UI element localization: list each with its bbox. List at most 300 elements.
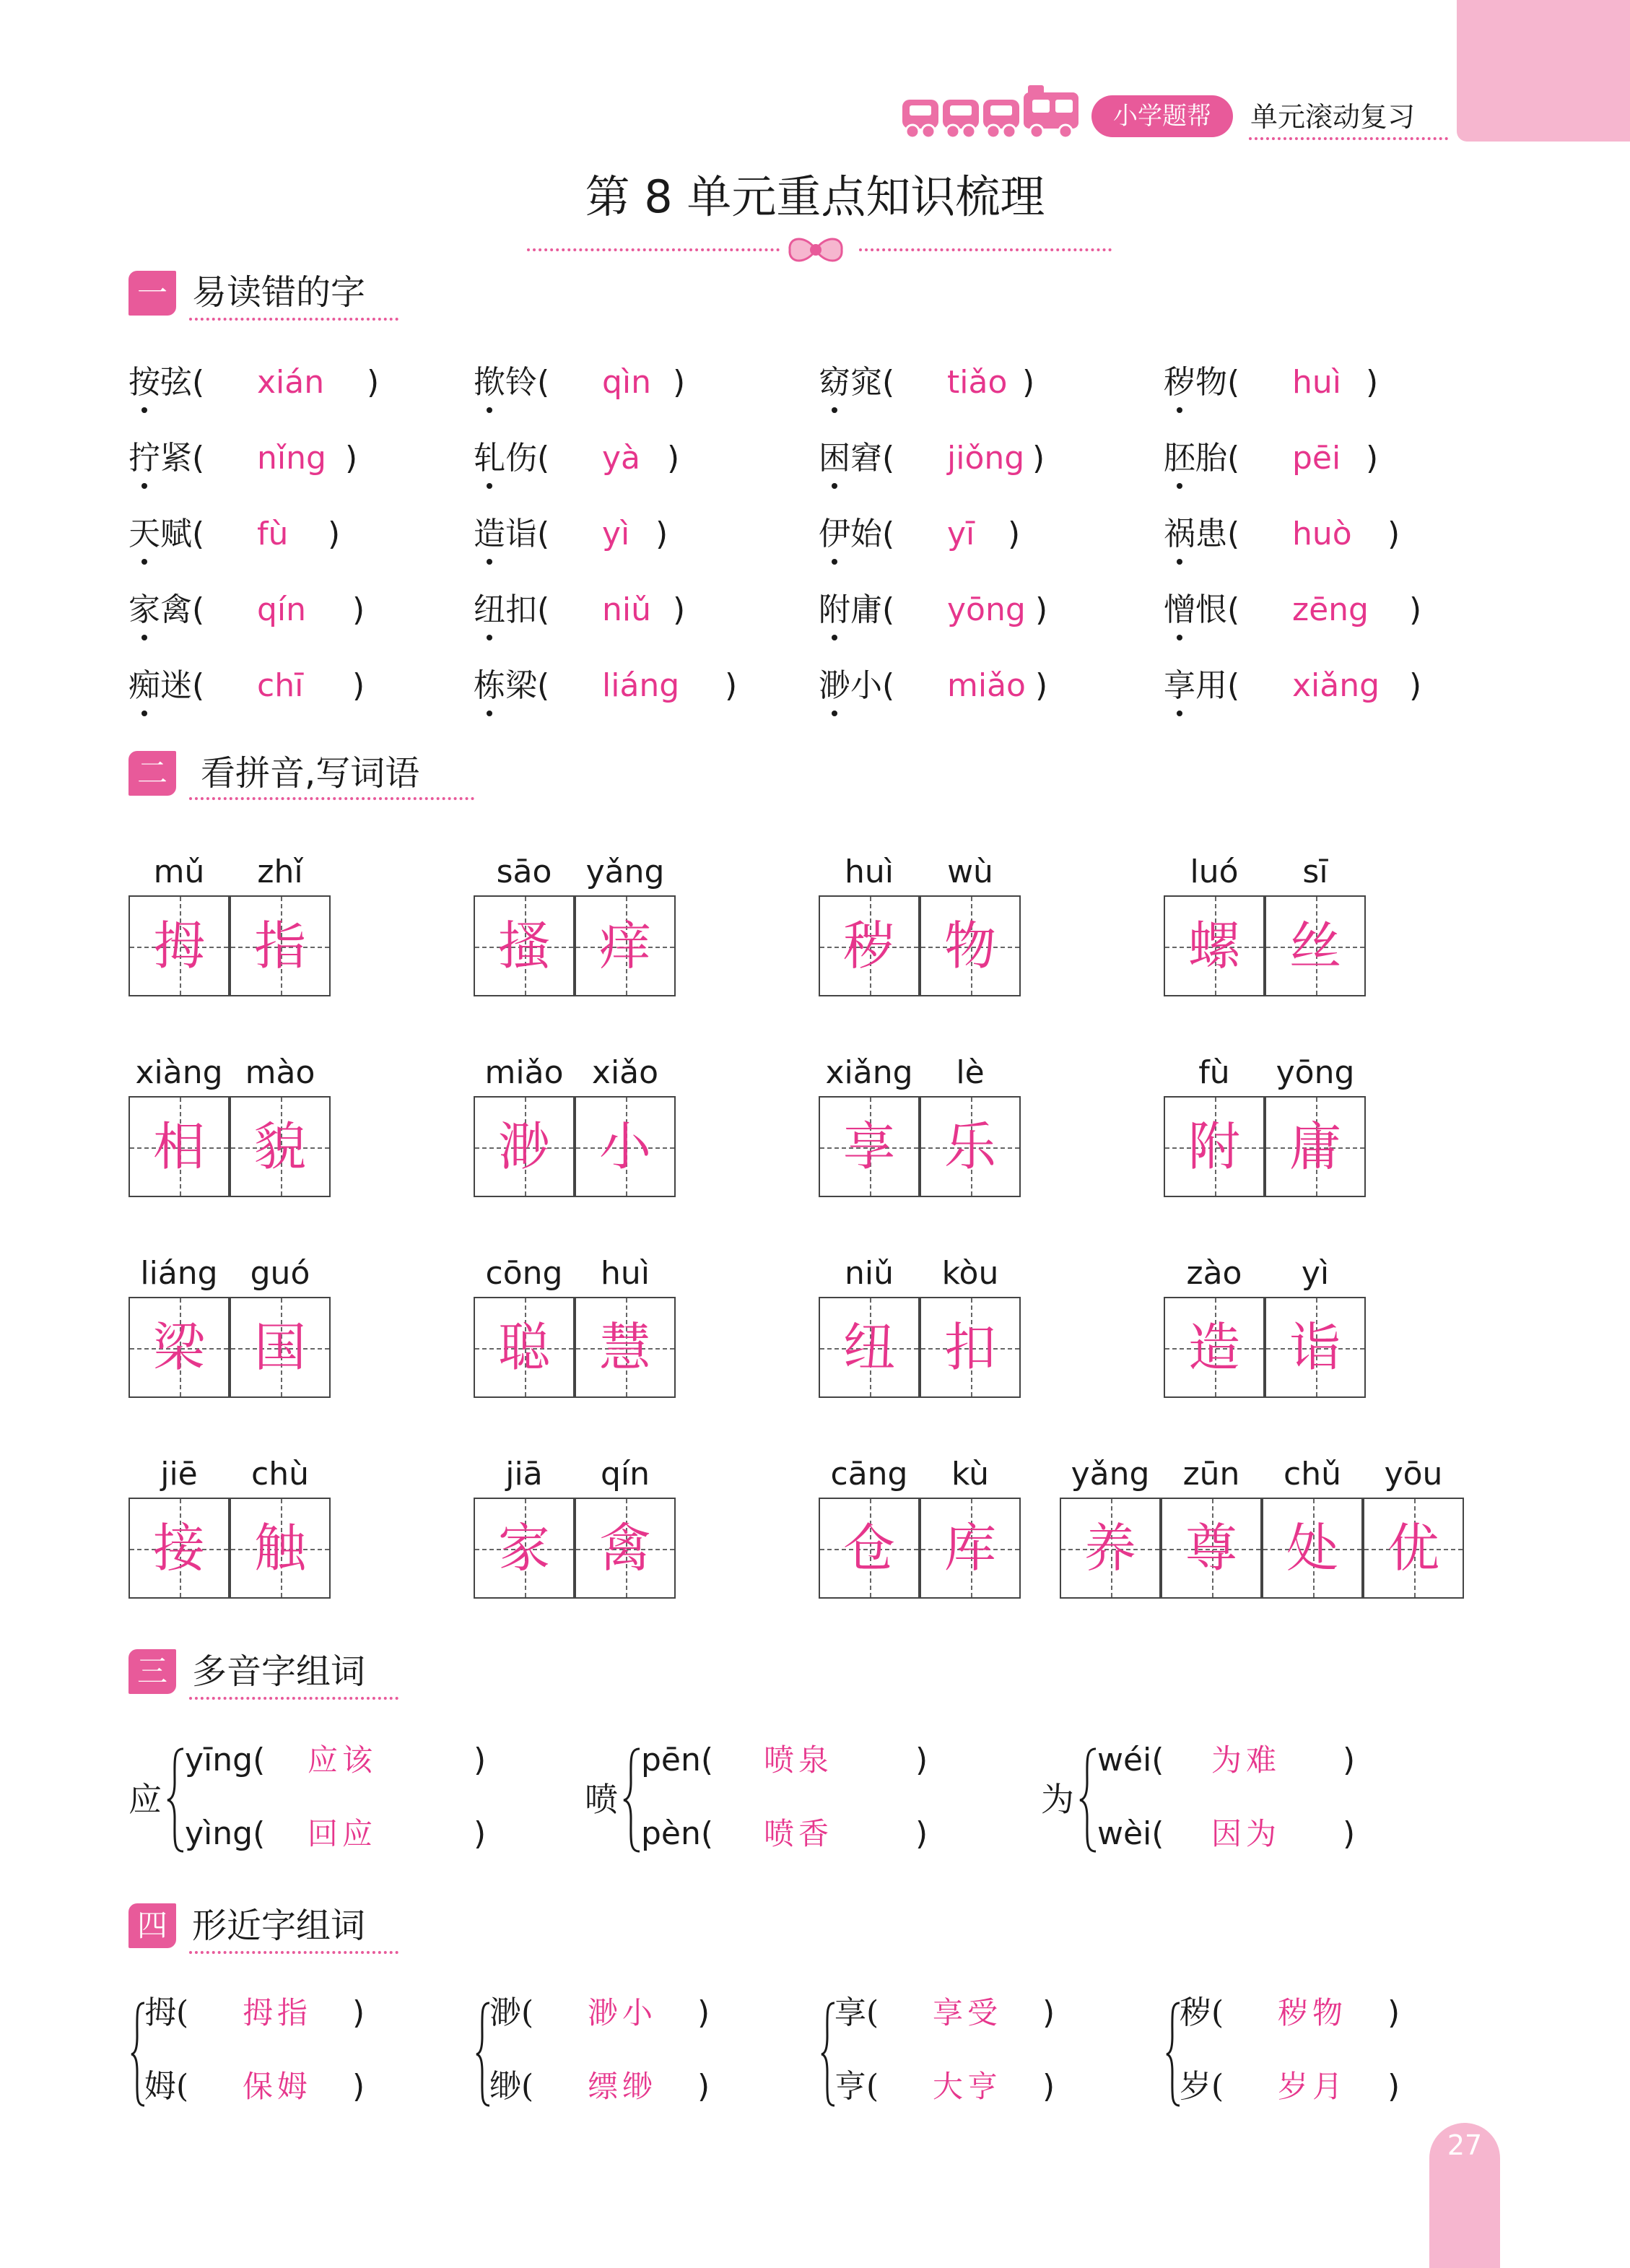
section-4-badge: 四 [128,1903,176,1948]
pinyin-label: xiǎo [591,1054,659,1091]
open-paren: ( [192,516,205,552]
polyphone-pinyin: wèi( [1097,1815,1164,1852]
emphasis-dot [487,711,492,716]
writing-cell[interactable] [474,1498,575,1599]
misread-word-text: 困窘 [819,440,882,477]
misread-word-text: 窈窕 [819,364,882,401]
writing-cell[interactable] [920,1096,1021,1197]
written-character: 丝 [1289,916,1341,976]
writing-cell[interactable] [230,1096,331,1197]
writing-cell[interactable] [1265,1297,1366,1398]
close-paren: ) [1035,667,1048,704]
written-character: 附 [1187,1116,1240,1177]
misread-word [1164,437,1239,480]
writing-cell[interactable] [1265,895,1366,996]
close-paren: ) [352,591,365,628]
misread-word-text: 渺小 [819,667,882,704]
misread-word-text: 伊始 [819,516,882,552]
writing-cell[interactable] [575,1297,676,1398]
close-paren: ) [697,1994,710,2031]
open-paren: ( [537,364,550,401]
pinyin-label: fù [1198,1054,1230,1091]
misread-item [819,664,1136,708]
open-paren: ( [882,591,895,628]
emphasis-dot [832,635,837,640]
brace-icon [1077,1746,1099,1857]
section-3-badge: 三 [128,1649,176,1694]
emphasis-dot [487,483,492,489]
writing-cell[interactable] [1164,895,1265,996]
pinyin-label: niǔ [845,1255,894,1292]
written-character: 禽 [598,1518,651,1578]
pinyin-label: xiàng [135,1054,223,1091]
pinyin-answer: chī [257,667,304,704]
misread-word [128,664,204,708]
open-paren: ( [192,364,205,401]
close-paren: ) [1409,667,1422,704]
writing-cell[interactable] [575,1096,676,1197]
close-paren: ) [1366,364,1379,401]
open-paren: ( [192,667,205,704]
writing-cell[interactable] [1164,1297,1265,1398]
pinyin-label: chù [251,1456,309,1493]
pinyin-answer: huì [1292,364,1341,401]
pinyin-answer: yī [947,516,975,552]
pinyin-label: guó [250,1255,310,1292]
close-paren: ) [1387,2068,1400,2105]
emphasis-dot [1177,559,1182,565]
writing-cell[interactable] [474,895,575,996]
similar-char-answer: 秽物 [1278,1995,1348,2030]
pinyin-label: cōng [485,1255,563,1292]
written-character: 聪 [497,1317,550,1378]
misread-word-text: 痴迷 [128,667,192,704]
emphasis-dot [141,559,147,565]
misread-word [474,361,549,404]
open-paren: ( [192,440,205,477]
misread-word-text: 秽物 [1164,364,1227,401]
misread-word-text: 憎恨 [1164,591,1227,628]
similar-char: 秽( [1180,1994,1224,2031]
writing-cell[interactable] [819,1297,920,1398]
misread-item [474,588,791,632]
misread-word-text: 按弦 [128,364,192,401]
pinyin-answer: liáng [602,667,680,704]
pinyin-label: sī [1302,853,1328,890]
misread-word-text: 享用 [1164,667,1227,704]
similar-char-row [489,1991,778,2035]
written-character: 诣 [1289,1317,1341,1378]
emphasis-dot [832,483,837,489]
polyphone-row [641,1739,959,1782]
writing-cell[interactable] [1161,1498,1262,1599]
writing-cell[interactable] [1060,1498,1161,1599]
close-paren: ) [328,516,341,552]
emphasis-dot [1177,407,1182,413]
close-paren: ) [352,2068,365,2105]
written-character: 渺 [497,1116,550,1177]
misread-word-text: 祸患 [1164,516,1227,552]
emphasis-dot [832,407,837,413]
polyphone-char: 喷 [585,1780,618,1819]
open-paren: ( [882,667,895,704]
pinyin-label: kòu [941,1255,999,1292]
misread-item [474,664,791,708]
pinyin-label: xiǎng [825,1054,913,1091]
writing-cell[interactable] [230,1297,331,1398]
pinyin-answer: nǐng [257,440,326,477]
close-paren: ) [367,364,380,401]
written-character: 小 [598,1116,651,1177]
close-paren: ) [1008,516,1021,552]
open-paren: ( [537,591,550,628]
writing-cell[interactable] [230,895,331,996]
close-paren: ) [1035,591,1048,628]
writing-cell[interactable] [1164,1096,1265,1197]
written-character: 处 [1286,1518,1338,1578]
written-character: 指 [253,916,306,976]
pinyin-answer: huò [1292,516,1352,552]
page-title: 第 8 单元重点知识梳理 [585,170,1045,223]
misread-item [128,513,446,556]
open-paren: ( [882,516,895,552]
misread-item [128,437,446,480]
misread-word-text: 造诣 [474,516,537,552]
brace-icon [165,1746,186,1857]
written-character: 秽 [842,916,895,976]
pinyin-label: luó [1190,853,1239,890]
close-paren: ) [915,1742,928,1778]
pinyin-label: chǔ [1283,1456,1341,1493]
close-paren: ) [673,591,686,628]
pinyin-label: huì [601,1255,650,1292]
pinyin-answer: pēi [1292,440,1341,477]
similar-char-answer: 大亨 [933,2069,1003,2104]
pinyin-answer: xián [257,364,325,401]
header-divider [1249,137,1448,140]
similar-char-answer: 渺小 [588,1995,658,2030]
section-1-badge: 一 [128,271,176,316]
misread-word-text: 纽扣 [474,591,537,628]
section-4-underline [189,1951,398,1954]
pinyin-answer: zēng [1292,591,1369,628]
polyphone-row [185,1739,502,1782]
similar-char: 岁( [1180,2068,1224,2105]
misread-word [1164,588,1239,632]
pinyin-answer: qín [257,591,307,628]
polyphone-answer: 喷香 [764,1816,834,1851]
misread-item [474,361,791,404]
pinyin-label: yōng [1276,1054,1355,1091]
misread-word [819,588,894,632]
pinyin-label: huì [845,853,894,890]
pinyin-label: wù [947,853,993,890]
section-2-underline [189,797,474,800]
misread-word [819,437,894,480]
misread-word-text: 轧伤 [474,440,537,477]
section-1-title: 易读错的字 [192,272,366,313]
pinyin-answer: miǎo [947,667,1026,704]
similar-char: 享( [834,1994,879,2031]
similar-char-answer: 拇指 [243,1995,313,2030]
emphasis-dot [832,559,837,565]
writing-cell[interactable] [474,1297,575,1398]
written-character: 梁 [152,1317,205,1378]
polyphone-row [1097,1739,1415,1782]
misread-word [819,664,894,708]
misread-item [1164,513,1481,556]
emphasis-dot [1177,483,1182,489]
open-paren: ( [537,667,550,704]
page-number-tab [1429,2123,1500,2268]
pinyin-label: jiē [160,1456,198,1493]
misread-item [819,437,1136,480]
misread-item [1164,664,1481,708]
polyphone-pinyin: pēn( [641,1742,714,1778]
misread-word-text: 家禽 [128,591,192,628]
written-character: 仓 [842,1518,895,1578]
writing-cell[interactable] [819,1498,920,1599]
misread-word [474,437,549,480]
pinyin-answer: jiǒng [947,440,1025,477]
emphasis-dot [487,635,492,640]
title-divider-left [527,248,780,251]
similar-char-answer: 缥缈 [588,2069,658,2104]
polyphone-answer: 为难 [1211,1742,1281,1778]
misread-word [474,513,549,556]
misread-word [819,361,894,404]
writing-cell[interactable] [575,1498,676,1599]
header-subtitle: 单元滚动复习 [1250,101,1416,133]
misread-word [128,361,204,404]
open-paren: ( [1227,667,1240,704]
pinyin-label: liáng [140,1255,218,1292]
written-character: 螺 [1187,916,1240,976]
misread-item [474,437,791,480]
emphasis-dot [1177,635,1182,640]
emphasis-dot [141,483,147,489]
train-icon [901,85,1081,140]
similar-char-row [144,1991,433,2035]
misread-item [1164,437,1481,480]
misread-word-text: 天赋 [128,516,192,552]
pinyin-label: lè [956,1054,985,1091]
writing-cell[interactable] [575,895,676,996]
pinyin-label: yōu [1384,1456,1443,1493]
similar-char-answer: 岁月 [1278,2069,1348,2104]
written-character: 享 [842,1116,895,1177]
polyphone-pinyin: wéi( [1097,1742,1164,1778]
pinyin-label: miǎo [484,1054,564,1091]
section-3-underline [189,1697,398,1700]
misread-item [819,361,1136,404]
close-paren: ) [915,1815,928,1852]
emphasis-dot [832,711,837,716]
polyphone-row [1097,1812,1415,1856]
emphasis-dot [487,407,492,413]
close-paren: ) [474,1742,487,1778]
corner-tab [1457,0,1630,142]
writing-cell[interactable] [128,895,230,996]
polyphone-pinyin: yìng( [185,1815,266,1852]
polyphone-row [641,1812,959,1856]
open-paren: ( [537,440,550,477]
writing-cell[interactable] [920,1297,1021,1398]
written-character: 搔 [497,916,550,976]
misread-word [128,513,204,556]
writing-cell[interactable] [128,1498,230,1599]
writing-cell[interactable] [920,895,1021,996]
pinyin-answer: tiǎo [947,364,1008,401]
written-character: 拇 [152,916,205,976]
misread-word-text: 栋梁 [474,667,537,704]
close-paren: ) [673,364,686,401]
polyphone-answer: 因为 [1211,1816,1281,1851]
polyphone-char: 应 [128,1780,162,1819]
pinyin-label: zhǐ [257,853,303,890]
written-character: 庸 [1289,1116,1341,1177]
writing-cell[interactable] [230,1498,331,1599]
pinyin-label: sāo [496,853,552,890]
misread-item [1164,588,1481,632]
misread-item [128,588,446,632]
writing-cell[interactable] [128,1096,230,1197]
writing-cell[interactable] [920,1498,1021,1599]
open-paren: ( [1227,364,1240,401]
misread-word [1164,513,1239,556]
page-number: 27 [1447,2129,1483,2161]
written-character: 乐 [943,1116,996,1177]
pinyin-label: zào [1186,1255,1242,1292]
misread-item [819,513,1136,556]
writing-cell[interactable] [1363,1498,1464,1599]
open-paren: ( [1227,516,1240,552]
misread-item [1164,361,1481,404]
close-paren: ) [1042,2068,1055,2105]
open-paren: ( [882,364,895,401]
polyphone-row [185,1812,502,1856]
pinyin-answer: qìn [602,364,652,401]
misread-word-text: 拧紧 [128,440,192,477]
similar-char-answer: 保姆 [243,2069,313,2104]
written-character: 家 [497,1518,550,1578]
written-character: 物 [943,916,996,976]
similar-char: 姆( [144,2068,189,2105]
close-paren: ) [1387,1994,1400,2031]
writing-cell[interactable] [819,895,920,996]
written-character: 造 [1187,1317,1240,1378]
similar-char-answer: 享受 [933,1995,1003,2030]
close-paren: ) [1387,516,1400,552]
similar-char-row [834,1991,1123,2035]
polyphone-char: 为 [1041,1780,1074,1819]
similar-char-row [834,2065,1123,2108]
close-paren: ) [725,667,738,704]
polyphone-pinyin: yīng( [185,1742,266,1778]
pinyin-label: yǎng [585,853,665,890]
misread-word [128,588,204,632]
bow-icon [785,233,846,267]
emphasis-dot [141,711,147,716]
pinyin-answer: fù [257,516,289,552]
polyphone-answer: 回应 [308,1816,378,1851]
written-character: 相 [152,1116,205,1177]
section-3-title: 多音字组词 [192,1651,366,1692]
similar-char-row [1180,1991,1468,2035]
pinyin-answer: yà [602,440,641,477]
written-character: 国 [253,1317,306,1378]
misread-item [819,588,1136,632]
similar-char: 亨( [834,2068,879,2105]
brand-label: 小学题帮 [1091,95,1233,137]
misread-item [128,664,446,708]
similar-char: 拇( [144,1994,189,2031]
pinyin-answer: niǔ [602,591,651,628]
emphasis-dot [1177,711,1182,716]
pinyin-label: yǎng [1071,1456,1150,1493]
pinyin-label: yì [1301,1255,1330,1292]
section-1-underline [189,318,398,321]
misread-item [128,361,446,404]
close-paren: ) [1343,1815,1356,1852]
pinyin-label: mào [245,1054,315,1091]
misread-word-text: 揿铃 [474,364,537,401]
misread-word [1164,664,1239,708]
polyphone-answer: 喷泉 [764,1742,834,1778]
writing-cell[interactable] [819,1096,920,1197]
misread-word-text: 胚胎 [1164,440,1227,477]
emphasis-dot [487,559,492,565]
similar-char-row [489,2065,778,2108]
written-character: 优 [1387,1518,1439,1578]
polyphone-answer: 应该 [308,1742,378,1778]
polyphone-pinyin: pèn( [641,1815,714,1852]
writing-cell[interactable] [474,1096,575,1197]
misread-word [474,664,549,708]
written-character: 貌 [253,1116,306,1177]
open-paren: ( [1227,591,1240,628]
written-character: 触 [253,1518,306,1578]
open-paren: ( [537,516,550,552]
misread-word [819,513,894,556]
close-paren: ) [1343,1742,1356,1778]
pinyin-answer: yì [602,516,630,552]
section-2-title: 看拼音,写词语 [201,753,420,794]
pinyin-label: cāng [830,1456,908,1493]
misread-word [1164,361,1239,404]
close-paren: ) [1366,440,1379,477]
section-2-badge: 二 [128,751,176,796]
emphasis-dot [141,407,147,413]
pinyin-label: qín [600,1456,650,1493]
written-character: 扣 [943,1317,996,1378]
pinyin-label: mǔ [153,853,205,890]
written-character: 纽 [842,1317,895,1378]
open-paren: ( [192,591,205,628]
close-paren: ) [1409,591,1422,628]
close-paren: ) [352,1994,365,2031]
writing-cell[interactable] [128,1297,230,1398]
close-paren: ) [1022,364,1035,401]
close-paren: ) [345,440,358,477]
pinyin-answer: yōng [947,591,1026,628]
writing-cell[interactable] [1265,1096,1366,1197]
misread-word [128,437,204,480]
misread-word-text: 附庸 [819,591,882,628]
written-character: 库 [943,1518,996,1578]
writing-cell[interactable] [1262,1498,1363,1599]
close-paren: ) [474,1815,487,1852]
